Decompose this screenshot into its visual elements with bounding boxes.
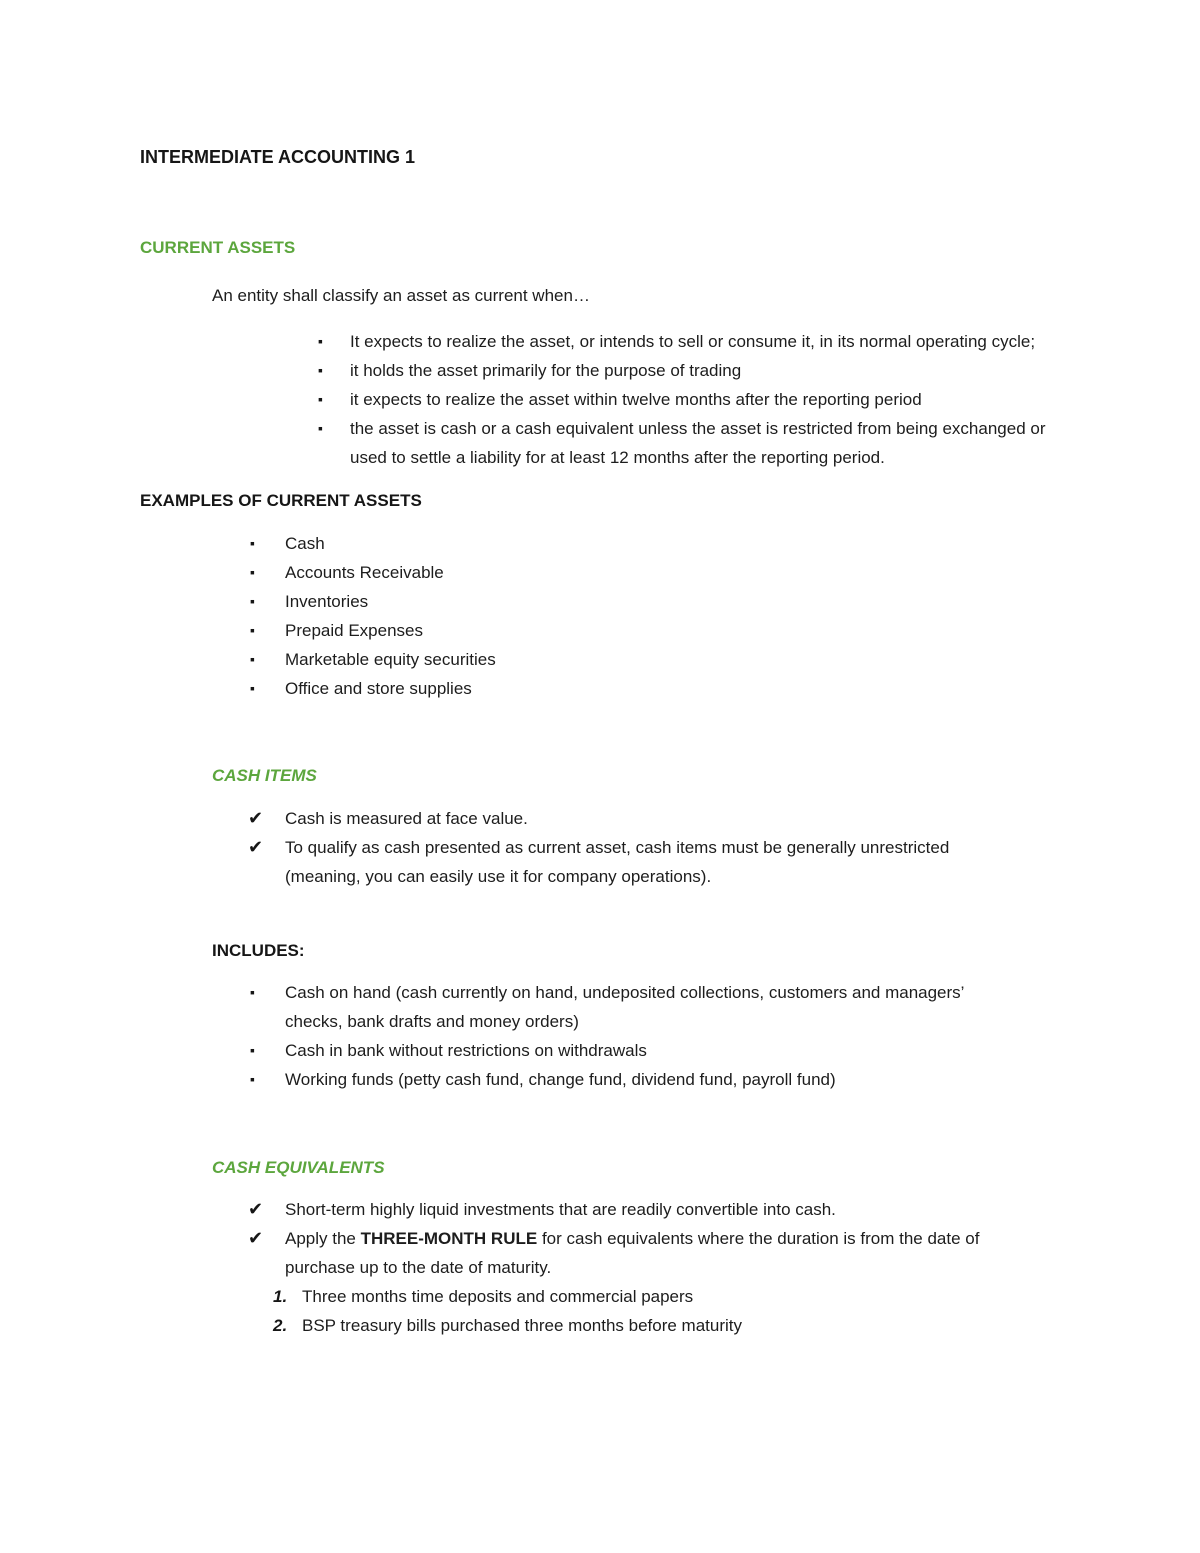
list-item-text: Short-term highly liquid investments that are readily convertible into cash. [285,1200,836,1219]
examples-list [250,529,1110,703]
list-item-text: Cash is measured at face value. [285,809,528,828]
square-bullet-icon: ▪ [318,333,323,349]
cash-equivalents-points-list [248,1195,1110,1282]
list-item [248,833,1025,891]
list-item-text: it holds the asset primarily for the purpose of trading [350,361,742,380]
list-item-text: Accounts Receivable [285,563,444,582]
list-item-text [285,1229,979,1277]
list-item [248,1195,985,1224]
list-item-text: Three months time deposits and commercial papers [302,1287,694,1306]
list-item-text: Prepaid Expenses [285,621,423,640]
list-item [273,1282,1110,1311]
list-item [250,1065,975,1094]
list-item-text: Inventories [285,592,369,611]
list-item [248,1224,985,1282]
square-bullet-icon: ▪ [250,680,255,696]
list-item [250,587,1110,616]
list-item-text: Cash in bank without restrictions on withdrawals [285,1041,647,1060]
list-item-text: the asset is cash or a cash equivalent unless the asset is restricted from being exchanged or used to settle a liability for at least 12 months after the reporting period. [350,419,1046,467]
list-item [250,616,1110,645]
list-number: 1. [273,1287,288,1306]
section-heading-examples: EXAMPLES OF CURRENT ASSETS [140,491,422,510]
text-segment: for cash equivalents where the duration is from the date of purchase up to the date of maturity. [285,1229,980,1277]
list-item-text: Cash on hand (cash currently on hand, undeposited collections, customers and managers’ checks, bank drafts and money orders) [285,983,964,1031]
list-item [318,414,1050,472]
square-bullet-icon: ▪ [250,564,255,580]
section-heading-cash-equivalents: CASH EQUIVALENTS [212,1158,385,1177]
list-item-text: Office and store supplies [285,679,472,698]
square-bullet-icon: ▪ [318,362,323,378]
square-bullet-icon: ▪ [318,420,323,436]
check-icon: ✔ [248,1199,264,1219]
square-bullet-icon: ▪ [250,1071,255,1087]
document-title: INTERMEDIATE ACCOUNTING 1 [140,147,416,167]
list-item [318,327,1050,356]
list-item [250,674,1110,703]
list-item [318,385,1050,414]
list-item-text: BSP treasury bills purchased three months before maturity [302,1316,743,1335]
text-segment: Apply the [285,1229,361,1248]
list-item [250,645,1110,674]
list-item [248,804,1025,833]
square-bullet-icon: ▪ [250,593,255,609]
list-item-text: Marketable equity securities [285,650,496,669]
square-bullet-icon: ▪ [250,984,255,1000]
list-item-text: Cash [285,534,325,553]
section-heading-cash-items: CASH ITEMS [212,766,317,785]
list-item [250,1036,975,1065]
square-bullet-icon: ▪ [250,622,255,638]
list-item-text: It expects to realize the asset, or intends to sell or consume it, in its normal operating cycle; [350,332,1036,351]
square-bullet-icon: ▪ [250,1042,255,1058]
list-item-text: it expects to realize the asset within twelve months after the reporting period [350,390,922,409]
list-item [318,356,1050,385]
cash-items-points-list [248,804,1110,891]
list-number: 2. [273,1316,288,1335]
square-bullet-icon: ▪ [318,391,323,407]
three-month-rule-emphasis: THREE-MONTH RULE [360,1229,538,1248]
square-bullet-icon: ▪ [250,535,255,551]
list-item-text: To qualify as cash presented as current asset, cash items must be generally unrestricted (meaning, you can easily use it for company operations). [285,838,950,886]
list-item [250,978,975,1036]
list-item-text: Working funds (petty cash fund, change fund, dividend fund, payroll fund) [285,1070,836,1089]
check-icon: ✔ [248,808,264,828]
list-item [273,1311,1110,1340]
cash-equivalents-numbered-list [273,1282,1110,1340]
section-heading-current-assets: CURRENT ASSETS [140,238,296,257]
current-assets-intro: An entity shall classify an asset as current when… [212,286,590,305]
list-item [250,529,1110,558]
section-heading-includes: INCLUDES: [212,941,305,960]
square-bullet-icon: ▪ [250,651,255,667]
current-assets-criteria-list [318,327,1110,472]
list-item [250,558,1110,587]
check-icon: ✔ [248,1228,264,1248]
check-icon: ✔ [248,837,264,857]
includes-list [250,978,1110,1094]
